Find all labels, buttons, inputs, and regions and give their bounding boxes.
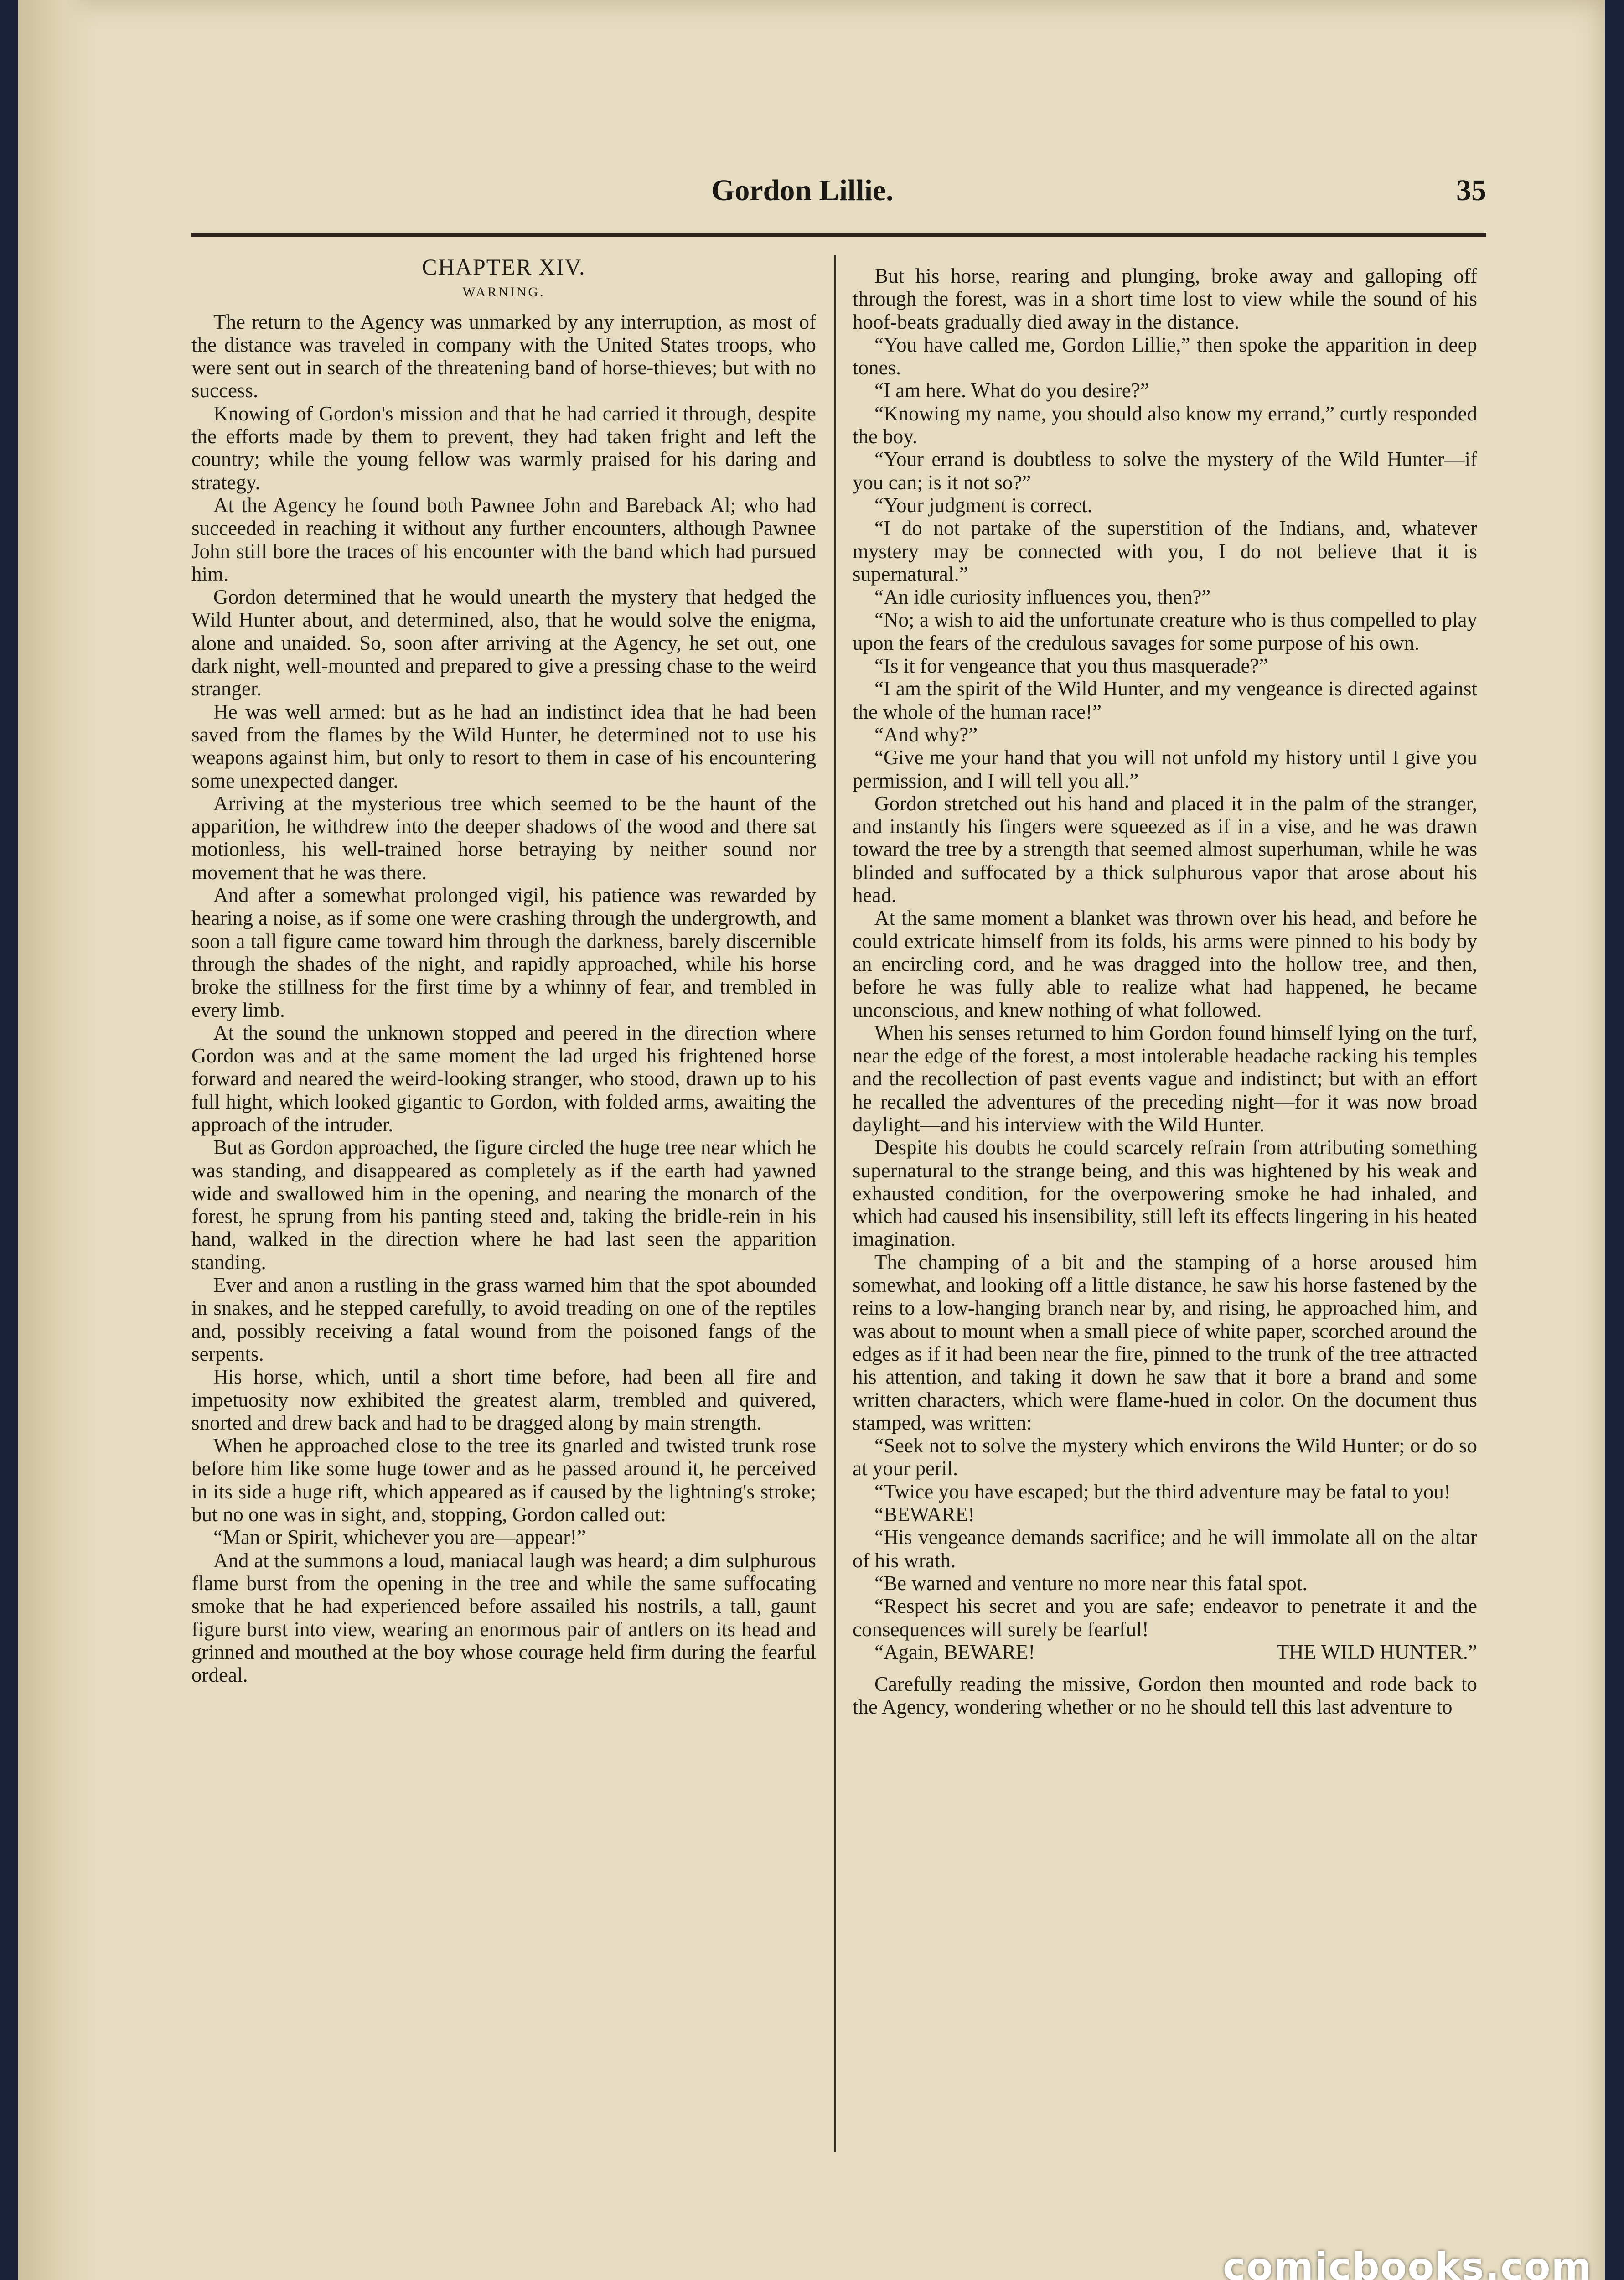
paragraph: At the same moment a blanket was thrown over his head, and before he could extricate himself from its folds, his arms were pinned to his body by an encircling cord, and he was dragged into the hollow tree, and then, before he was fully able to realize what had happened, he became unconscious, and knew nothing of what followed.: [853, 907, 1477, 1021]
paragraph: Ever and anon a rustling in the grass warned him that the spot abounded in snakes, and he stepped carefully, to avoid treading on one of the reptiles and, possibly receiving a fatal wound from the poisoned fangs of the serpents.: [191, 1274, 816, 1365]
chapter-subtitle: WARNING.: [462, 285, 545, 300]
paragraph: The champing of a bit and the stamping of a horse aroused him somewhat, and looking off a little distance, he saw his horse fastened by the reins to a low-hanging branch near by, and rising, he approached him, and was about to mount when a small piece of white paper, scorched around the edges as if it had been near the fire, pinned to the trunk of the tree attracted his attention, and taking it down he saw that it bore a brand and some written characters, which were flame-hued in color. On the document thus stamped, was written:: [853, 1250, 1477, 1434]
paragraph: And at the summons a loud, maniacal laugh was heard; a dim sulphurous flame burst from the opening in the tree and while the same suffocating smoke that he had experienced before assailed his nostrils, a tall, gaunt figure burst into view, wearing an enormous pair of antlers on its head and grinned and mouthed at the boy whose courage held firm during the fearful ordeal.: [191, 1549, 816, 1687]
paragraph: “I am here. What do you desire?”: [874, 379, 1149, 402]
paragraph: “Is it for vengeance that you thus masquerade?”: [874, 654, 1268, 678]
book-page: [18, 0, 1605, 2280]
paragraph: Gordon stretched out his hand and placed it in the palm of the stranger, and instantly his fingers were squeezed as if in a vise, and he was drawn toward the tree by a strength that seemed almost superhuman, while he was blinded and suffocated by a thick sulphurous vapor that arose about his head.: [853, 792, 1477, 907]
paragraph: But his horse, rearing and plunging, broke away and galloping off through the forest, was in a short time lost to view while the sound of his hoof-beats gradually died away in the distance.: [853, 264, 1477, 333]
paragraph: Despite his doubts he could scarcely refrain from attributing something supernatural to the strange being, and this was hightened by his weak and exhausted condition, for the overpowering smoke he had inhaled, and which had caused his insensibility, still left its effects lingering in his heated imagination.: [853, 1136, 1477, 1251]
paragraph: “Your judgment is correct.: [874, 493, 1092, 517]
paragraph: “An idle curiosity influences you, then?”: [874, 586, 1211, 609]
chapter-heading: CHAPTER XIV.: [422, 254, 586, 280]
running-title: Gordon Lillie.: [711, 174, 894, 207]
signature-right: THE WILD HUNTER.”: [1276, 1640, 1477, 1663]
paragraph: When his senses returned to him Gordon found himself lying on the turf, near the edge of the forest, a most intolerable headache racking his temples and the recollection of past events vague and indistinct; but with an effort he recalled the adventures of the preceding night—for it was now broad daylight—and his interview with the Wild Hunter.: [853, 1021, 1477, 1136]
paragraph: His horse, which, until a short time before, had been all fire and impetuosity now exhibited the greatest alarm, trembled and quivered, snorted and drew back and had to be dragged along by main strength.: [191, 1365, 816, 1434]
paragraph: Gordon determined that he would unearth the mystery that hedged the Wild Hunter about, and determined, also, that he would solve the enigma, alone and unaided. So, soon after arriving at the Agency, he set out, one dark night, well-mounted and prepared to give a pressing chase to the weird stranger.: [191, 586, 816, 700]
text-column-right: [853, 264, 1477, 1719]
watermark: comicbooks.com: [1223, 2244, 1592, 2280]
paragraph: And after a somewhat prolonged vigil, his patience was rewarded by hearing a noise, as if some one were crashing through the undergrowth, and soon a tall figure came toward him through the darkness, barely discernible through the shades of the night, and rapidly approached, while his horse broke the stillness for the first time by a whinny of fear, and trembled in every limb.: [191, 884, 816, 1021]
paragraph: “I am the spirit of the Wild Hunter, and my vengeance is directed against the whole of the human race!”: [853, 677, 1477, 723]
page-number: 35: [1456, 174, 1486, 207]
page-header: [191, 164, 1486, 237]
note-paragraph: “Seek not to solve the mystery which environs the Wild Hunter; or do so at your peril.: [853, 1434, 1477, 1480]
text-column-left: [191, 255, 816, 1686]
paragraph: “And why?”: [874, 723, 978, 746]
page-spine-shadow: [18, 0, 96, 2280]
paragraph: “No; a wish to aid the unfortunate creature who is thus compelled to play upon the fears of the credulous savages for some purpose of his own.: [853, 608, 1477, 654]
note-paragraph: “Be warned and venture no more near this fatal spot.: [874, 1571, 1308, 1595]
paragraph: Arriving at the mysterious tree which seemed to be the haunt of the apparition, he withdrew into the deeper shadows of the wood and there sat motionless, his well-trained horse betraying by neither sound nor movement that he was there.: [191, 792, 816, 884]
signature-left: “Again, BEWARE!: [874, 1640, 1035, 1663]
paragraph: At the Agency he found both Pawnee John and Bareback Al; who had succeeded in reaching it without any further encounters, although Pawnee John still bore the traces of his encounter with the band which had pursued him.: [191, 493, 816, 586]
paragraph: When he approached close to the tree its gnarled and twisted trunk rose before him like some huge tower and as he passed around it, he perceived in its side a huge rift, which appeared as if caused by the lightning's stroke; but no one was in sight, and, stopping, Gordon called out:: [191, 1434, 816, 1526]
paragraph: Knowing of Gordon's mission and that he had carried it through, despite the efforts made by them to prevent, they had taken fright and left the country; while the young fellow was warmly praised for his daring and strategy.: [191, 402, 816, 494]
paragraph: But as Gordon approached, the figure circled the huge tree near which he was standing, and disappeared as completely as if the earth had yawned wide and swallowed him in the opening, and nearing the monarch of the forest, he sprung from his panting steed and, taking the bridle-rein in his hand, walked in the direction where he had last seen the apparition standing.: [191, 1136, 816, 1274]
note-paragraph: “BEWARE!: [874, 1503, 975, 1526]
paragraph: The return to the Agency was unmarked by any interruption, as most of the distance was traveled in company with the United States troops, who were sent out in search of the threatening band of horse-thieves; but with no success.: [191, 310, 816, 402]
paragraph: “Knowing my name, you should also know my errand,” curtly responded the boy.: [853, 402, 1477, 448]
note-paragraph: “Twice you have escaped; but the third adventure may be fatal to you!: [874, 1480, 1451, 1503]
paragraph: “Man or Spirit, whichever you are—appear!”: [213, 1526, 586, 1549]
header-rule: [191, 233, 1486, 237]
note-signature: [853, 1641, 1477, 1663]
note-paragraph: “His vengeance demands sacrifice; and he will immolate all on the altar of his wrath.: [853, 1526, 1477, 1572]
paragraph: “I do not partake of the superstition of the Indians, and, whatever mystery may be connected with you, I do not believe that it is supernatural.”: [853, 517, 1477, 586]
paragraph: “Your errand is doubtless to solve the mystery of the Wild Hunter—if you can; is it not so?”: [853, 448, 1477, 494]
note-paragraph: “Respect his secret and you are safe; endeavor to penetrate it and the consequences will surely be fearful!: [853, 1595, 1477, 1641]
paragraph: Carefully reading the missive, Gordon then mounted and rode back to the Agency, wondering whether or no he should tell this last adventure to: [853, 1673, 1477, 1719]
column-divider: [834, 255, 836, 2152]
paragraph: “You have called me, Gordon Lillie,” then spoke the apparition in deep tones.: [853, 333, 1477, 379]
paragraph: He was well armed: but as he had an indistinct idea that he had been saved from the flames by the Wild Hunter, he determined not to use his weapons against him, but only to resort to them in case of his encountering some unexpected danger.: [191, 700, 816, 792]
paragraph: “Give me your hand that you will not unfold my history until I give you permission, and I will tell you all.”: [853, 746, 1477, 792]
paragraph: At the sound the unknown stopped and peered in the direction where Gordon was and at the same moment the lad urged his frightened horse forward and neared the weird-looking stranger, who stood, drawn up to his full hight, which looked gigantic to Gordon, with folded arms, awaiting the approach of the intruder.: [191, 1021, 816, 1136]
